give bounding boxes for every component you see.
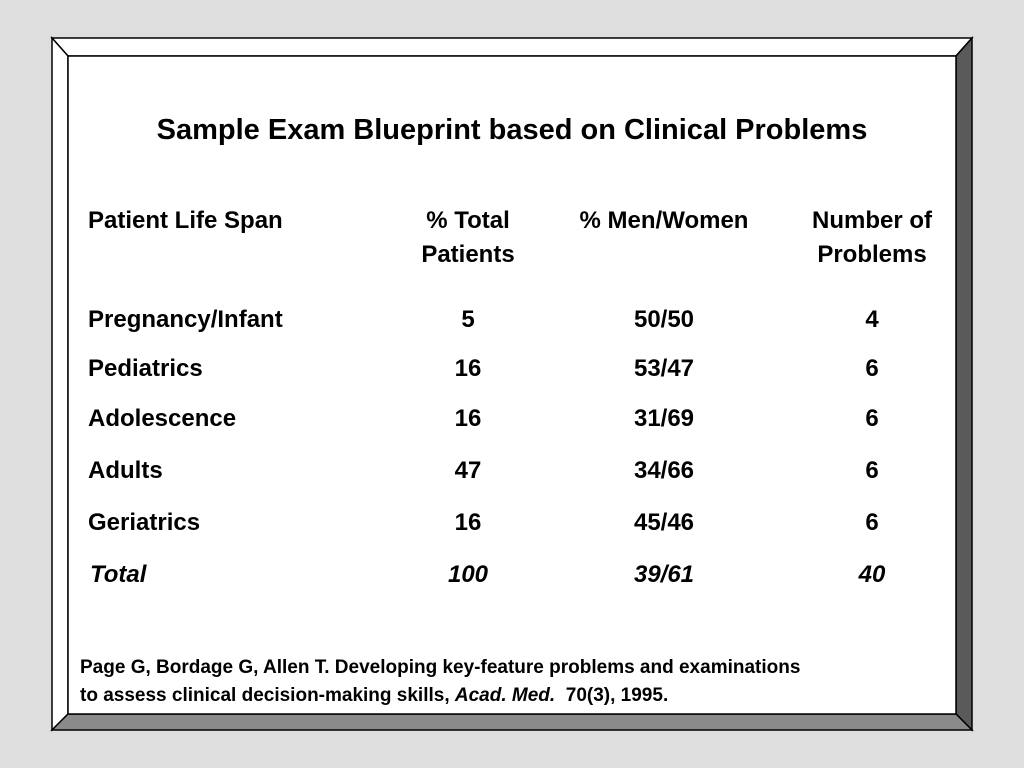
citation-journal: Acad. Med. <box>454 685 556 706</box>
row-label: Adolescence <box>88 405 237 432</box>
row-total: 16 <box>454 355 482 382</box>
row-men-women: 31/69 <box>633 405 695 432</box>
citation-line2-prefix: to assess clinical decision-making skills, <box>80 685 450 706</box>
bevel-bottom <box>52 714 972 730</box>
row-problems: 6 <box>865 355 879 382</box>
row-men-women: 45/46 <box>633 509 695 536</box>
citation-line2 <box>80 682 960 710</box>
citation-line1: Page G, Bordage G, Allen T. Developing key-feature problems and examinations <box>80 657 801 678</box>
row-problems: 6 <box>865 509 879 536</box>
citation <box>80 654 960 710</box>
header-problems-line2: Problems <box>817 241 927 268</box>
total-row-men-women: 39/61 <box>633 561 695 588</box>
header-men-women: % Men/Women <box>579 207 749 234</box>
row-total: 16 <box>454 509 482 536</box>
row-problems: 4 <box>865 306 879 333</box>
row-problems: 6 <box>865 457 879 484</box>
total-row-label: Total <box>90 561 147 588</box>
bevel-top <box>52 38 972 56</box>
header-life-span: Patient Life Span <box>88 207 283 234</box>
slide-title: Sample Exam Blueprint based on Clinical Problems <box>156 114 868 146</box>
row-men-women: 50/50 <box>633 306 695 333</box>
header-total-line2: Patients <box>421 241 515 268</box>
total-row-total: 100 <box>447 561 489 588</box>
row-label: Adults <box>88 457 163 484</box>
row-problems: 6 <box>865 405 879 432</box>
header-problems-line1: Number of <box>812 207 932 234</box>
row-total: 16 <box>454 405 482 432</box>
total-row-problems: 40 <box>858 561 886 588</box>
row-label: Pediatrics <box>88 355 203 382</box>
row-label: Geriatrics <box>88 509 201 536</box>
header-total-line1: % Total <box>426 207 510 234</box>
row-total: 5 <box>461 306 475 333</box>
row-total: 47 <box>454 457 482 484</box>
row-men-women: 53/47 <box>633 355 695 382</box>
citation-line2-suffix: 70(3), 1995. <box>565 685 669 706</box>
row-men-women: 34/66 <box>633 457 695 484</box>
row-label: Pregnancy/Infant <box>88 306 283 333</box>
